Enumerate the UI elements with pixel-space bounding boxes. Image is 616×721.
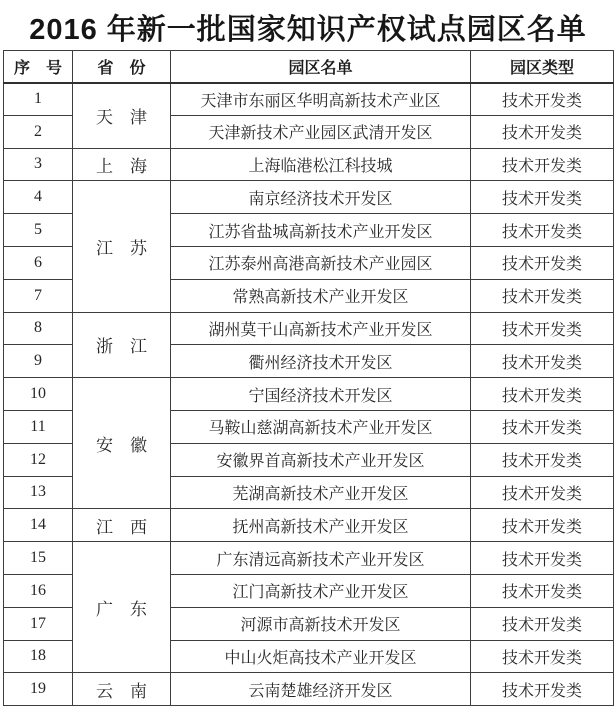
table-row — [4, 542, 614, 575]
table-row — [4, 83, 614, 116]
park-name-cell: 宁国经济技术开发区 — [171, 378, 471, 411]
park-name-cell: 广东清远高新技术产业开发区 — [171, 542, 471, 575]
park-type-cell: 技术开发类 — [471, 246, 614, 279]
park-type-cell: 技术开发类 — [471, 148, 614, 181]
header-index: 序 号 — [4, 51, 73, 83]
table-row — [4, 181, 614, 214]
park-type-cell: 技术开发类 — [471, 83, 614, 116]
province-cell: 广 东 — [73, 542, 171, 673]
header-park-list: 园区名单 — [171, 51, 471, 83]
table-row — [4, 312, 614, 345]
province-cell: 上 海 — [73, 148, 171, 181]
parks-table — [3, 50, 614, 706]
header-park-type: 园区类型 — [471, 51, 614, 83]
park-name-cell: 南京经济技术开发区 — [171, 181, 471, 214]
park-type-cell: 技术开发类 — [471, 410, 614, 443]
province-cell: 安 徽 — [73, 378, 171, 509]
park-name-cell: 云南楚雄经济开发区 — [171, 673, 471, 706]
park-type-cell: 技术开发类 — [471, 115, 614, 148]
park-type-cell: 技术开发类 — [471, 214, 614, 247]
park-type-cell: 技术开发类 — [471, 279, 614, 312]
park-type-cell: 技术开发类 — [471, 640, 614, 673]
header-province: 省 份 — [73, 51, 171, 83]
province-cell: 天 津 — [73, 83, 171, 149]
row-index-cell: 11 — [4, 410, 73, 443]
row-index-cell: 13 — [4, 476, 73, 509]
park-name-cell: 中山火炬高技术产业开发区 — [171, 640, 471, 673]
table-row — [4, 509, 614, 542]
park-name-cell: 湖州莫干山高新技术产业开发区 — [171, 312, 471, 345]
park-name-cell: 江苏泰州高港高新技术产业园区 — [171, 246, 471, 279]
park-name-cell: 马鞍山慈湖高新技术产业开发区 — [171, 410, 471, 443]
row-index-cell: 12 — [4, 443, 73, 476]
row-index-cell: 5 — [4, 214, 73, 247]
province-cell: 江 苏 — [73, 181, 171, 312]
table-row — [4, 148, 614, 181]
park-name-cell: 芜湖高新技术产业开发区 — [171, 476, 471, 509]
park-type-cell: 技术开发类 — [471, 607, 614, 640]
table-row — [4, 673, 614, 706]
park-type-cell: 技术开发类 — [471, 542, 614, 575]
park-name-cell: 常熟高新技术产业开发区 — [171, 279, 471, 312]
park-name-cell: 江门高新技术产业开发区 — [171, 574, 471, 607]
row-index-cell: 10 — [4, 378, 73, 411]
row-index-cell: 4 — [4, 181, 73, 214]
park-type-cell: 技术开发类 — [471, 574, 614, 607]
row-index-cell: 9 — [4, 345, 73, 378]
row-index-cell: 18 — [4, 640, 73, 673]
park-name-cell: 天津新技术产业园区武清开发区 — [171, 115, 471, 148]
park-name-cell: 抚州高新技术产业开发区 — [171, 509, 471, 542]
row-index-cell: 3 — [4, 148, 73, 181]
park-name-cell: 上海临港松江科技城 — [171, 148, 471, 181]
park-name-cell: 天津市东丽区华明高新技术产业区 — [171, 83, 471, 116]
park-type-cell: 技术开发类 — [471, 345, 614, 378]
province-cell: 江 西 — [73, 509, 171, 542]
row-index-cell: 8 — [4, 312, 73, 345]
row-index-cell: 15 — [4, 542, 73, 575]
row-index-cell: 1 — [4, 83, 73, 116]
park-type-cell: 技术开发类 — [471, 181, 614, 214]
park-name-cell: 河源市高新技术开发区 — [171, 607, 471, 640]
row-index-cell: 14 — [4, 509, 73, 542]
park-type-cell: 技术开发类 — [471, 673, 614, 706]
park-name-cell: 江苏省盐城高新技术产业开发区 — [171, 214, 471, 247]
park-type-cell: 技术开发类 — [471, 509, 614, 542]
header-row — [4, 51, 614, 83]
row-index-cell: 17 — [4, 607, 73, 640]
park-type-cell: 技术开发类 — [471, 476, 614, 509]
table-row — [4, 378, 614, 411]
park-type-cell: 技术开发类 — [471, 443, 614, 476]
row-index-cell: 6 — [4, 246, 73, 279]
page-title: 2016 年新一批国家知识产权试点园区名单 — [29, 14, 587, 46]
park-name-cell: 衢州经济技术开发区 — [171, 345, 471, 378]
row-index-cell: 16 — [4, 574, 73, 607]
park-name-cell: 安徽界首高新技术产业开发区 — [171, 443, 471, 476]
province-cell: 云 南 — [73, 673, 171, 706]
row-index-cell: 19 — [4, 673, 73, 706]
table-body — [4, 83, 614, 706]
park-type-cell: 技术开发类 — [471, 312, 614, 345]
province-cell: 浙 江 — [73, 312, 171, 378]
park-type-cell: 技术开发类 — [471, 378, 614, 411]
row-index-cell: 2 — [4, 115, 73, 148]
row-index-cell: 7 — [4, 279, 73, 312]
